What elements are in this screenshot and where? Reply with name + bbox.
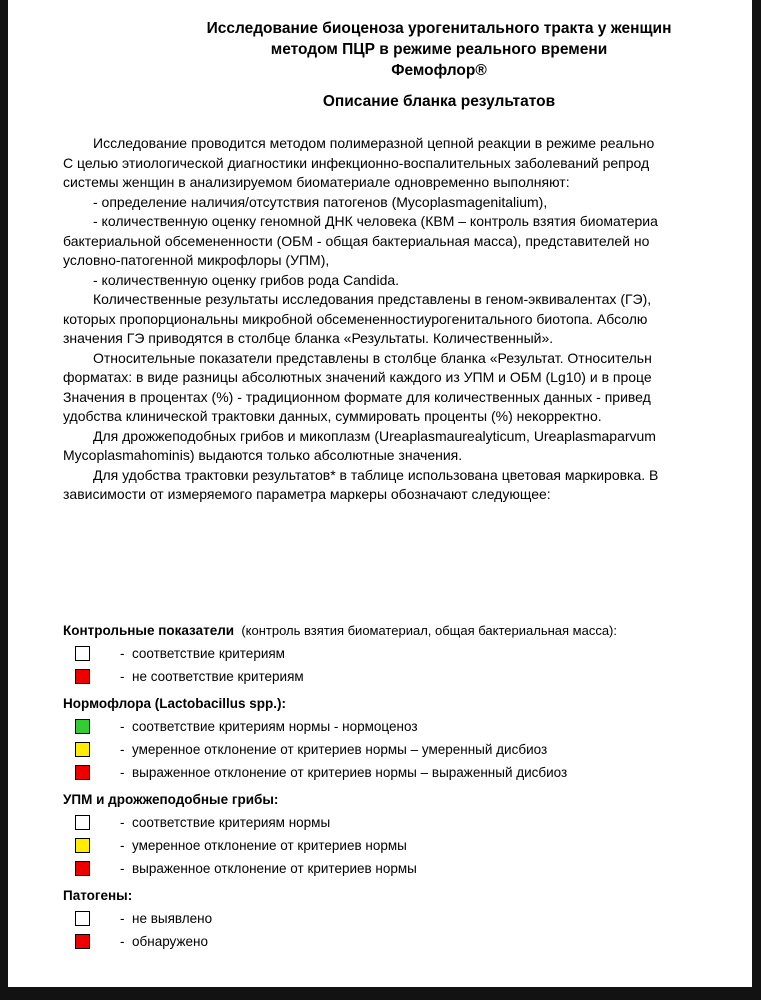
legend-item-label: - умеренное отклонение от критериев нормы [120, 837, 407, 853]
legend-item-label: - не соответствие критериям [120, 668, 304, 684]
legend-item [63, 861, 761, 876]
paragraph-line: Значения в процентах (%) - традиционном формате для количественных данных - привед [63, 388, 651, 405]
red-color-swatch [75, 765, 90, 780]
paragraph-line: Относительные показатели представлены в столбце бланка «Результат. Относительн [93, 349, 652, 366]
title-line: методом ПЦР в режиме реального времени [270, 41, 608, 58]
paragraph-line: зависимости от измеряемого параметра маркеры обозначают следующее: [63, 486, 551, 502]
document-subtitle: Описание бланка результатов [322, 93, 556, 110]
scan-edge-left [0, 0, 8, 1000]
paragraph-line: Количественные результаты исследования представлены в геном-эквивалентах (ГЭ), [93, 291, 652, 307]
legend-item [63, 669, 761, 684]
red-color-swatch [75, 669, 90, 684]
paragraph-line: Для удобства трактовки результатов* в таблице использована цветовая маркировка. В [93, 466, 659, 483]
paragraph-line: удобства клинической трактовки данных, суммировать проценты (%) некорректно. [63, 408, 602, 424]
legend-section-heading [63, 888, 761, 905]
paragraph-line: условно-патогенной микрофлоры (УПМ), [63, 252, 330, 268]
document-title [8, 18, 761, 81]
legend-item-label: - не выявлено [120, 910, 213, 926]
legend-item [63, 815, 761, 830]
scan-edge-right [752, 0, 761, 1000]
legend-item [63, 911, 761, 926]
paragraph [63, 427, 761, 466]
legend-section-heading [63, 623, 761, 640]
yellow-color-swatch [75, 742, 90, 757]
paragraph-line: которых пропорциональны микробной обсемененностиурогенитального биотопа. Абсолю [63, 310, 648, 327]
paragraph [63, 290, 761, 349]
legend-item-label: - соответствие критериям [120, 645, 285, 661]
paragraph-line: системы женщин в анализируемом биоматериале одновременно выполняют: [63, 174, 570, 190]
legend-item [63, 742, 761, 757]
legend-heading-note: (контроль взятия биоматериал, общая бактериальная масса): [234, 622, 617, 638]
legend-item [63, 646, 761, 661]
legend-section-heading [63, 792, 761, 809]
title-line: Исследование биоценоза урогенитального тракта у женщин [206, 20, 672, 37]
paragraph-line: - количественную оценку грибов рода Candida. [93, 271, 400, 288]
white-color-swatch [75, 815, 90, 830]
paragraph-line: Mycoplasmahominis) выдаются только абсолютные значения. [63, 447, 463, 463]
legend-item-label: - соответствие критериям нормы - нормоценоз [120, 718, 418, 734]
paragraph-line: С целью этиологической диагностики инфекционно-воспалительных заболеваний репрод [63, 154, 650, 171]
legend-section [63, 888, 761, 949]
legend-heading-bold: Контрольные показатели [63, 622, 235, 638]
legend-item-label: - выраженное отклонение от критериев нормы – выраженный дисбиоз [120, 764, 568, 780]
paragraph-line: Исследование проводится методом полимеразной цепной реакции в режиме реально [93, 135, 655, 151]
scan-edge-bottom [0, 987, 761, 1000]
legend-item [63, 765, 761, 780]
legend-item-label: - обнаружено [120, 933, 208, 949]
legend-heading-bold: Патогены: [63, 887, 133, 903]
legend-section-heading [63, 696, 761, 713]
paragraph-line: бактериальной обсемененности (ОБМ - общая бактериальная масса), представителей но [63, 232, 650, 249]
legend-section [63, 696, 761, 780]
legend-item-label: - выраженное отклонение от критериев нормы [120, 860, 417, 876]
legend-heading-bold: УПМ и дрожжеподобные грибы: [63, 791, 279, 807]
title-line: Фемофлор® [391, 62, 487, 79]
paragraph-line: Для дрожжеподобных грибов и микоплазм (Ureaplasmaurealyticum, Ureaplasmaparvum [93, 427, 656, 444]
legend-item [63, 838, 761, 853]
paragraph [63, 349, 761, 427]
legend-item-label: - соответствие критериям нормы [120, 814, 331, 830]
white-color-swatch [75, 911, 90, 926]
paragraph-line: - определение наличия/отсутствия патогенов (Mycoplasmagenitalium), [93, 193, 548, 210]
paragraph-line: форматах: в виде разницы абсолютных значений каждого из УПМ и ОБМ (Lg10) и в проце [63, 369, 652, 385]
legend-section [63, 792, 761, 876]
legend-item [63, 719, 761, 734]
legend-section [63, 623, 761, 684]
green-color-swatch [75, 719, 90, 734]
paragraph [63, 466, 761, 505]
paragraph-line: значения ГЭ приводятся в столбце бланка «Результаты. Количественный». [63, 330, 554, 346]
paragraph [63, 134, 761, 290]
legend-item [63, 934, 761, 949]
yellow-color-swatch [75, 838, 90, 853]
legend-heading-bold: Нормофлора (Lactobacillus spp.): [63, 695, 287, 711]
document-content [8, 0, 761, 961]
paragraphs [8, 134, 761, 505]
red-color-swatch [75, 861, 90, 876]
white-color-swatch [75, 646, 90, 661]
legend-item-label: - умеренное отклонение от критериев нормы – умеренный дисбиоз [120, 741, 548, 757]
paragraph-line: - количественную оценку геномной ДНК человека (КВМ – контроль взятия биоматериа [93, 213, 658, 229]
legend [8, 623, 761, 949]
red-color-swatch [75, 934, 90, 949]
